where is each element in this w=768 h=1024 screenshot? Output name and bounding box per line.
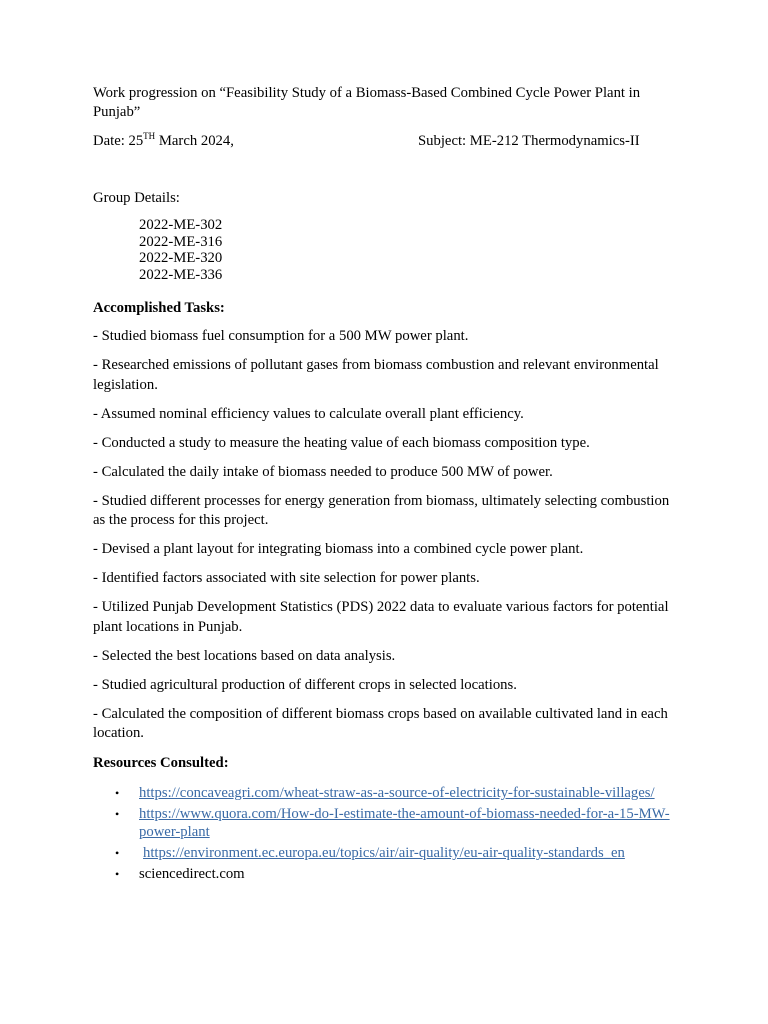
task-item: - Conducted a study to measure the heating value of each biomass composition type.	[93, 434, 590, 451]
resource-text-sciencedirect: sciencedirect.com	[139, 866, 245, 883]
bullet-icon: •	[115, 785, 120, 800]
bullet-icon: •	[115, 867, 120, 882]
resource-item	[93, 865, 683, 884]
group-member: 2022-ME-336	[139, 266, 223, 283]
task-item: - Calculated the daily intake of biomass needed to produce 500 MW of power.	[93, 463, 553, 480]
task-item: - Studied biomass fuel consumption for a 500 MW power plant.	[93, 328, 469, 345]
tasks-list	[93, 327, 683, 744]
task-item: - Calculated the composition of different biomass crops based on available cultivated land in each location.	[93, 705, 668, 742]
task-item: - Devised a plant layout for integrating biomass into a combined cycle power plant.	[93, 541, 584, 558]
document-page	[93, 84, 683, 886]
accomplished-tasks-heading: Accomplished Tasks:	[93, 300, 225, 317]
date-superscript: TH	[143, 131, 156, 141]
group-member: 2022-ME-320	[139, 250, 223, 267]
task-item: - Studied different processes for energy generation from biomass, ultimately selecting combustion as the process for this project.	[93, 492, 670, 529]
resources-list	[93, 784, 683, 884]
resources-heading: Resources Consulted:	[93, 754, 229, 771]
resource-item	[93, 784, 683, 803]
resource-link-concaveagri[interactable]: https://concaveagri.com/wheat-straw-as-a-source-of-electricity-for-sustainable-villages/	[139, 784, 655, 801]
document-title: Work progression on “Feasibility Study of a Biomass-Based Combined Cycle Power Plant in Punjab”	[93, 85, 641, 120]
date-subject-row	[93, 131, 683, 151]
resource-item	[93, 844, 683, 863]
group-details-label: Group Details:	[93, 190, 180, 206]
bullet-icon: •	[115, 806, 120, 821]
resource-item	[93, 805, 683, 842]
task-item: - Utilized Punjab Development Statistics (PDS) 2022 data to evaluate various factors for potential plant locations in Punjab.	[93, 599, 669, 635]
date-text	[93, 133, 234, 149]
resource-link-eu-air-quality[interactable]: https://environment.ec.europa.eu/topics/air/air-quality/eu-air-quality-standards_en	[143, 845, 625, 862]
task-item: - Assumed nominal efficiency values to calculate overall plant efficiency.	[93, 405, 524, 422]
group-member: 2022-ME-302	[139, 217, 223, 233]
date-rest: March 2024,	[155, 133, 234, 149]
task-item: - Selected the best locations based on data analysis.	[93, 647, 396, 664]
bullet-icon: •	[115, 846, 120, 861]
task-item: - Studied agricultural production of different crops in selected locations.	[93, 676, 517, 693]
date-label: Date: 25	[93, 133, 144, 149]
group-member: 2022-ME-316	[139, 233, 223, 250]
subject-text: Subject: ME-212 Thermodynamics-II	[418, 133, 640, 149]
task-item: - Researched emissions of pollutant gases from biomass combustion and relevant environmental legislation.	[93, 357, 659, 393]
task-item: - Identified factors associated with site selection for power plants.	[93, 570, 480, 587]
group-members-list	[139, 217, 683, 283]
resource-link-quora[interactable]: https://www.quora.com/How-do-I-estimate-the-amount-of-biomass-needed-for-a-15-MW-power-plant	[139, 805, 670, 841]
